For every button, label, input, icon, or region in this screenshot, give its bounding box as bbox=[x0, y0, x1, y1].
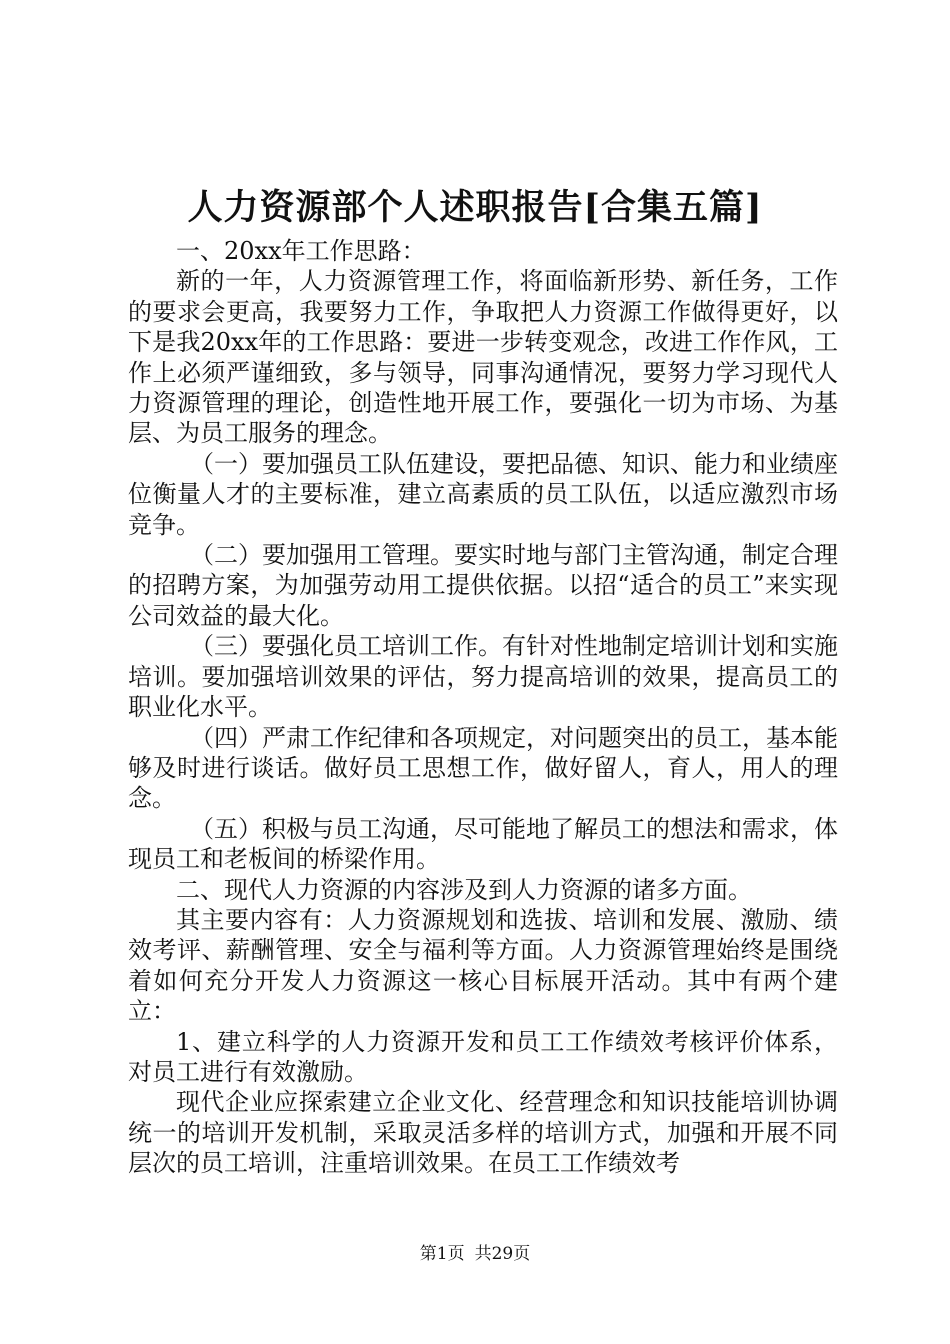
paragraph: （三）要强化员工培训工作。有针对性地制定培训计划和实施培训。要加强培训效果的评估，努力提高培训的效果，提高员工的职业化水平。 bbox=[128, 632, 838, 722]
paragraph: 新的一年，人力资源管理工作，将面临新形势、新任务，工作的要求会更高，我要努力工作，争取把人力资源工作做得更好，以下是我20xx年的工作思路：要进一步转变观念，改进工作作风，工作上必须严谨细致，多与领导，同事沟通情况，要努力学习现代人力资源管理的理论，创造性地开展工作，要强化一切为市场、为基层、为员工服务的理念。 bbox=[128, 267, 838, 448]
paragraph: （五）积极与员工沟通，尽可能地了解员工的想法和需求，体现员工和老板间的桥梁作用。 bbox=[128, 814, 838, 874]
paragraph: 其主要内容有：人力资源规划和选拔、培训和发展、激励、绩效考评、薪酬管理、安全与福利等方面。人力资源管理始终是围绕着如何充分开发人力资源这一核心目标展开活动。其中有两个建立： bbox=[128, 905, 838, 1026]
document-body bbox=[128, 236, 838, 1179]
paragraph: 二、现代人力资源的内容涉及到人力资源的诸多方面。 bbox=[176, 875, 752, 904]
paragraph: （四）严肃工作纪律和各项规定，对问题突出的员工，基本能够及时进行谈话。做好员工思想工作，做好留人，育人，用人的理念。 bbox=[128, 723, 838, 813]
paragraph: （一）要加强员工队伍建设，要把品德、知识、能力和业绩座位衡量人才的主要标准，建立高素质的员工队伍，以适应激烈市场竞争。 bbox=[128, 449, 838, 539]
paragraph: 一、20xx年工作思路： bbox=[176, 237, 426, 265]
paragraph: 1、建立科学的人力资源开发和员工工作绩效考核评价体系，对员工进行有效激励。 bbox=[128, 1027, 838, 1086]
paragraph: 现代企业应探索建立企业文化、经营理念和知识技能培训协调统一的培训开发机制，采取灵活多样的培训方式，加强和开展不同层次的员工培训，注重培训效果。在员工工作绩效考 bbox=[128, 1088, 838, 1178]
paragraph: （二）要加强用工管理。要实时地与部门主管沟通，制定合理的招聘方案，为加强劳动用工提供依据。以招“适合的员工”来实现公司效益的最大化。 bbox=[128, 541, 838, 630]
page-number: 第1页 bbox=[419, 1244, 465, 1264]
page-footer bbox=[0, 1243, 950, 1265]
page-total: 共29页 bbox=[474, 1244, 531, 1264]
document-title: 人力资源部个人述职报告[合集五篇] bbox=[187, 187, 763, 228]
